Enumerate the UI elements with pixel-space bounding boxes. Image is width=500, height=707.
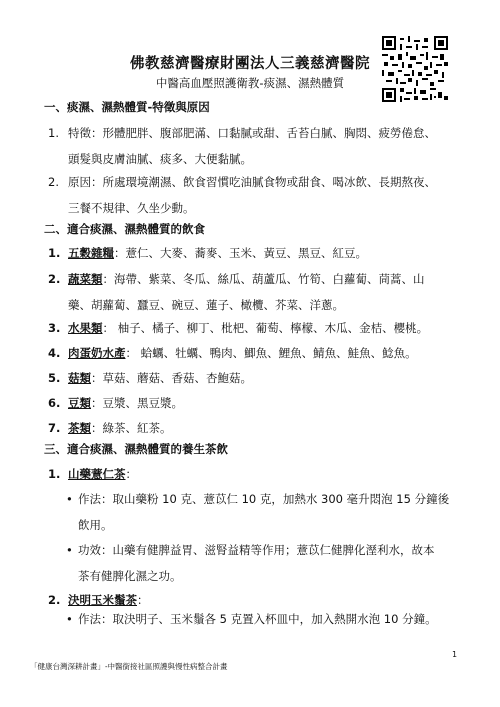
item-label: 水果類 [68, 321, 103, 335]
item-line: 三餐不規律、久坐少動。 [68, 201, 195, 215]
item-number: 2. [48, 272, 61, 286]
section-heading-2: 二、適合痰濕、濕熱體質的飲食 [44, 222, 205, 236]
item-label: 茶類 [68, 421, 91, 435]
item-text [68, 266, 463, 318]
item-text [68, 240, 463, 266]
bullet-line: 作法：取決明子、玉米鬚各 5 克置入杯皿中，加入熱開水泡 10 分鐘。 [78, 612, 437, 626]
item-content: ： [125, 467, 137, 481]
item-number: 1. [48, 246, 61, 260]
page-footer: 「健康台灣深耕計畫」-中醫銜接社區照護與慢性病整合計畫 [30, 662, 228, 671]
item-number: 4. [48, 346, 61, 360]
bullet-line: 功效：山藥有健脾益胃、滋腎益精等作用；薏苡仁健脾化溼利水，故本 [78, 543, 435, 557]
item-number: 2. [48, 175, 59, 189]
bullet-line: 作法：取山藥粉 10 克、薏苡仁 10 克，加熱水 300 毫升悶泡 15 分鐘後 [78, 492, 450, 506]
item-number: 2. [48, 593, 61, 607]
bullet-line: 茶有健脾化濕之功。 [78, 569, 182, 583]
item-content: ：豆漿、黑豆漿。 [91, 396, 183, 410]
item-text [68, 390, 463, 416]
item-content: ：海帶、紫菜、冬瓜、絲瓜、葫蘆瓜、竹筍、白蘿蔔、茼蒿、山 [102, 272, 425, 286]
item-content: ：薏仁、大麥、蕎麥、玉米、黃豆、黑豆、紅豆。 [114, 246, 367, 260]
item-label: 菇類 [68, 371, 91, 385]
item-text [68, 120, 463, 172]
item-number: 1. [48, 126, 59, 140]
page-number: 1 [452, 650, 458, 659]
item-line: 原因：所處環境潮濕、飲食習慣吃油膩食物或甜食、喝冰飲、長期熬夜、 [68, 175, 436, 189]
item-label: 蔬菜類 [68, 272, 103, 286]
bullet-text [78, 606, 461, 632]
page-subtitle: 中醫高血壓照護衛教-痰濕、濕熱體質 [155, 76, 345, 90]
item-label: 決明玉米鬚茶 [68, 593, 137, 607]
qr-code-icon[interactable] [382, 36, 448, 102]
item-line: 頭髮與皮膚油膩、痰多、大便黏膩。 [68, 152, 252, 166]
section-heading-3: 三、適合痰濕、濕熱體質的養生茶飲 [44, 442, 228, 456]
item-label: 五穀雜糧 [68, 246, 114, 260]
item-text [68, 315, 463, 341]
bullet-line: 飲用。 [78, 518, 113, 532]
item-label: 豆類 [68, 396, 91, 410]
item-content: ： [137, 593, 149, 607]
bullet-text [78, 537, 461, 589]
item-line: 特徵：形體肥胖、腹部肥滿、口黏膩或甜、舌苔白膩、胸悶、疲勞倦怠、 [68, 126, 436, 140]
item-text [68, 340, 463, 366]
item-text [68, 365, 463, 391]
item-content: ： 蛤蠣、牡蠣、鴨肉、鯽魚、鯉魚、鯖魚、鮭魚、鯰魚。 [125, 346, 417, 360]
item-line: 藥、胡蘿蔔、蠶豆、碗豆、蓮子、橄欖、芥菜、洋蔥。 [68, 298, 344, 312]
page-title: 佛教慈濟醫療財團法人三義慈濟醫院 [130, 56, 370, 72]
bullet-dot-icon: • [66, 492, 73, 506]
item-text [68, 169, 463, 221]
bullet-dot-icon: • [66, 612, 73, 626]
bullet-text [78, 486, 461, 538]
item-label: 肉蛋奶水產 [68, 346, 126, 360]
item-content: ： 柚子、橘子、柳丁、枇杷、葡萄、檸檬、木瓜、金桔、櫻桃。 [102, 321, 429, 335]
item-number: 1. [48, 467, 61, 481]
item-content: ：草菇、蘑菇、香菇、杏鮑菇。 [91, 371, 252, 385]
item-text [68, 461, 463, 487]
bullet-dot-icon: • [66, 543, 73, 557]
item-number: 5. [48, 371, 61, 385]
item-number: 7. [48, 421, 61, 435]
item-label: 山藥薏仁茶 [68, 467, 126, 481]
item-text [68, 415, 463, 441]
item-number: 3. [48, 321, 61, 335]
item-content: ：綠茶、紅茶。 [91, 421, 172, 435]
section-heading-1: 一、痰濕、濕熱體質-特徵與原因 [44, 100, 210, 114]
item-number: 6. [48, 396, 61, 410]
